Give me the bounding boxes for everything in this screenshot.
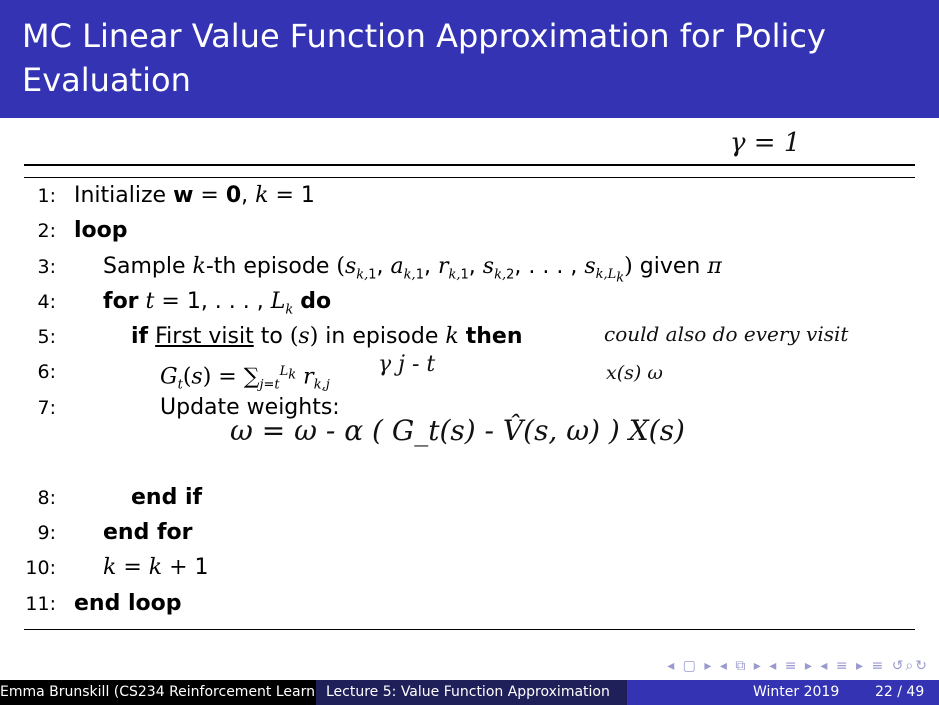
line-3-code: Sample k-th episode ($s_{k,1}$, $a_{k,1}$, $r_{k,1}$, $s_{k,2}$, . . . , $s_{k,L_k}$) given π (103, 254, 722, 286)
line-number: 8: (37, 487, 56, 509)
footer-author: Emma Brunskill (CS234 Reinforcement Learn (0, 680, 316, 705)
handwritten-gamma-power: γ j - t (378, 352, 436, 377)
line-8-code: end if (131, 485, 203, 510)
line-number: 2: (37, 220, 56, 242)
handwritten-every-visit-note: could also do every visit (604, 322, 849, 346)
beamer-nav-icons[interactable]: ◂ ▢ ▸ ◂ ⧉ ▸ ◂ ≡ ▸ ◂ ≡ ▸ ≡ ↺⌕↻ (667, 658, 929, 674)
line-number: 6: (37, 361, 56, 383)
handwritten-x-omega: x(s) ω (606, 362, 663, 384)
line-number: 7: (37, 397, 56, 419)
line-10-code: k = k + 1 (103, 555, 209, 580)
line-6-code: $G_t(s) = \sum_{j=t}^{L_k}$ $r_{k,j}$ (160, 364, 330, 393)
line-9-code: end for (103, 520, 193, 545)
line-1-code: Initialize w = 0, k = 1 (74, 183, 315, 208)
footer-page: 22 / 49 (875, 684, 925, 700)
handwritten-gamma-note: γ = 1 (730, 128, 801, 158)
line-number: 3: (37, 256, 56, 278)
footer (0, 680, 939, 705)
bottom-rule (24, 629, 915, 630)
line-7-code: Update weights: (160, 395, 340, 420)
line-11-code: end loop (74, 591, 182, 616)
line-number: 4: (37, 291, 56, 313)
line-number: 10: (25, 557, 56, 579)
handwritten-update-rule: ω = ω - α ( G_t(s) - V̂(s, ω) ) X(s) (230, 414, 685, 447)
footer-lecture: Lecture 5: Value Function Approximation (316, 680, 627, 705)
footer-right (627, 680, 939, 705)
line-2-code: loop (74, 218, 128, 243)
line-number: 11: (25, 593, 56, 615)
line-number: 1: (37, 185, 56, 207)
footer-term: Winter 2019 (753, 684, 840, 700)
line-number: 9: (37, 522, 56, 544)
slide-title: MC Linear Value Function Approximation for Policy Evaluation (22, 17, 826, 99)
line-5-code: if First visit to (s) in episode k then (131, 324, 523, 349)
line-4-code: for t = 1, . . . , $L_k$ do (103, 289, 332, 318)
line-number: 5: (37, 326, 56, 348)
